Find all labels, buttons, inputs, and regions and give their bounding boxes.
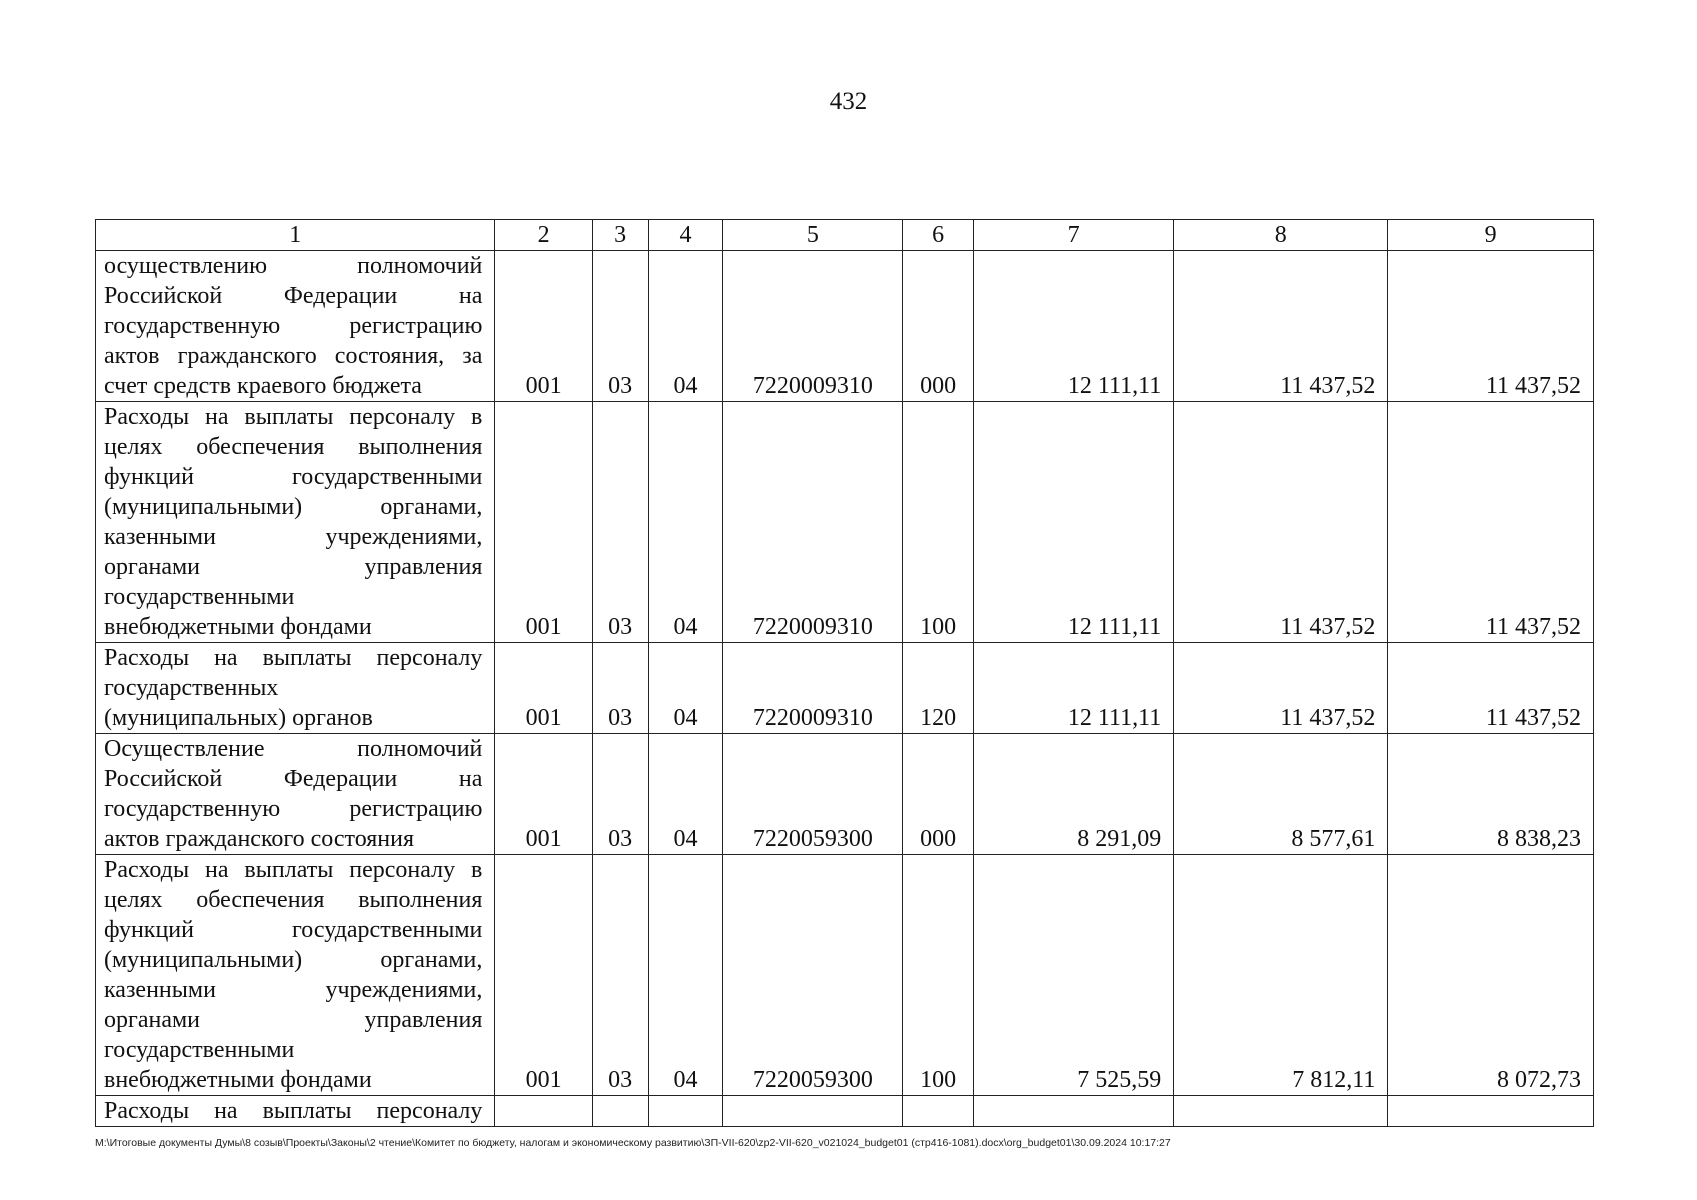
- expense-type-cell: [903, 1096, 974, 1127]
- description-line: казенными учреждениями,: [104, 524, 483, 550]
- amount-year-1-cell: 12 111,11: [973, 643, 1173, 734]
- description-line: Расходы на выплаты персоналу в: [104, 857, 483, 883]
- header-row: [96, 220, 1594, 251]
- row-description: [96, 734, 495, 855]
- expense-type-cell: 100: [903, 855, 974, 1096]
- admin-code-cell: 001: [495, 643, 592, 734]
- footer-file-path: М:\Итоговые документы Думы\8 созыв\Проекты\Законы\2 чтение\Комитет по бюджету, налогам и экономическому развитию\ЗП-VII-620\zp2-VII-620_v021024_budget01 (стр416-1081).docx\org_budget01\30.09.2024 10:17:27: [95, 1137, 1171, 1149]
- header-col-6: 6: [903, 220, 974, 251]
- header-col-4: 4: [648, 220, 723, 251]
- description-last-line: государственными внебюджетными фондами: [104, 584, 372, 640]
- admin-code-cell: 001: [495, 251, 592, 402]
- admin-code-cell: [495, 1096, 592, 1127]
- page-number: 432: [829, 88, 868, 115]
- target-article-cell: 7220009310: [723, 643, 903, 734]
- row-description: [96, 855, 495, 1096]
- description-line: Российской Федерации на: [104, 283, 483, 309]
- amount-year-2-cell: 7 812,11: [1174, 855, 1388, 1096]
- expense-type-cell: 120: [903, 643, 974, 734]
- header-col-7: 7: [973, 220, 1173, 251]
- table-row: [96, 402, 1594, 643]
- subsection-code-cell: 04: [648, 734, 723, 855]
- budget-table: [95, 219, 1594, 1127]
- amount-year-2-cell: 11 437,52: [1174, 251, 1388, 402]
- table-row: [96, 734, 1594, 855]
- description-line: целях обеспечения выполнения: [104, 887, 483, 913]
- section-code-cell: 03: [592, 855, 648, 1096]
- section-code-cell: 03: [592, 734, 648, 855]
- description-last-line: государственными внебюджетными фондами: [104, 1037, 372, 1093]
- description-line: Расходы на выплаты персоналу: [104, 1098, 483, 1124]
- description-line: Российской Федерации на: [104, 766, 483, 792]
- row-description: [96, 1096, 495, 1127]
- amount-year-3-cell: [1388, 1096, 1594, 1127]
- target-article-cell: 7220009310: [723, 402, 903, 643]
- section-code-cell: [592, 1096, 648, 1127]
- admin-code-cell: 001: [495, 855, 592, 1096]
- amount-year-2-cell: 11 437,52: [1174, 402, 1388, 643]
- amount-year-1-cell: 7 525,59: [973, 855, 1173, 1096]
- header-col-9: 9: [1388, 220, 1594, 251]
- amount-year-3-cell: 11 437,52: [1388, 251, 1594, 402]
- subsection-code-cell: 04: [648, 855, 723, 1096]
- description-line: государственную регистрацию: [104, 313, 483, 339]
- description-line: функций государственными: [104, 464, 483, 490]
- subsection-code-cell: 04: [648, 251, 723, 402]
- admin-code-cell: 001: [495, 402, 592, 643]
- description-line: государственную регистрацию: [104, 796, 483, 822]
- table-row: [96, 855, 1594, 1096]
- amount-year-1-cell: [973, 1096, 1173, 1127]
- expense-type-cell: 000: [903, 734, 974, 855]
- amount-year-1-cell: 12 111,11: [973, 251, 1173, 402]
- header-col-1: 1: [96, 220, 495, 251]
- target-article-cell: 7220059300: [723, 855, 903, 1096]
- description-line: органами управления: [104, 554, 483, 580]
- subsection-code-cell: 04: [648, 402, 723, 643]
- description-line: целях обеспечения выполнения: [104, 434, 483, 460]
- target-article-cell: [723, 1096, 903, 1127]
- description-last-line: счет средств краевого бюджета: [104, 373, 422, 399]
- section-code-cell: 03: [592, 251, 648, 402]
- row-description: [96, 643, 495, 734]
- subsection-code-cell: [648, 1096, 723, 1127]
- description-line: функций государственными: [104, 917, 483, 943]
- target-article-cell: 7220059300: [723, 734, 903, 855]
- header-col-2: 2: [495, 220, 592, 251]
- table-row: [96, 1096, 1594, 1127]
- expense-type-cell: 100: [903, 402, 974, 643]
- description-line: Осуществление полномочий: [104, 736, 483, 762]
- amount-year-3-cell: 11 437,52: [1388, 643, 1594, 734]
- description-line: органами управления: [104, 1007, 483, 1033]
- description-last-line: государственных (муниципальных) органов: [104, 675, 373, 731]
- description-line: казенными учреждениями,: [104, 977, 483, 1003]
- amount-year-1-cell: 12 111,11: [973, 402, 1173, 643]
- row-description: [96, 251, 495, 402]
- target-article-cell: 7220009310: [723, 251, 903, 402]
- section-code-cell: 03: [592, 643, 648, 734]
- section-code-cell: 03: [592, 402, 648, 643]
- amount-year-2-cell: [1174, 1096, 1388, 1127]
- description-line: (муниципальными) органами,: [104, 947, 483, 973]
- amount-year-3-cell: 11 437,52: [1388, 402, 1594, 643]
- amount-year-2-cell: 11 437,52: [1174, 643, 1388, 734]
- expense-type-cell: 000: [903, 251, 974, 402]
- description-line: осуществлению полномочий: [104, 253, 483, 279]
- table-row: [96, 251, 1594, 402]
- amount-year-3-cell: 8 838,23: [1388, 734, 1594, 855]
- amount-year-3-cell: 8 072,73: [1388, 855, 1594, 1096]
- description-last-line: актов гражданского состояния: [104, 826, 415, 852]
- header-col-5: 5: [723, 220, 903, 251]
- row-description: [96, 402, 495, 643]
- header-col-8: 8: [1174, 220, 1388, 251]
- amount-year-2-cell: 8 577,61: [1174, 734, 1388, 855]
- admin-code-cell: 001: [495, 734, 592, 855]
- header-col-3: 3: [592, 220, 648, 251]
- description-line: актов гражданского состояния, за: [104, 343, 483, 369]
- table-row: [96, 643, 1594, 734]
- amount-year-1-cell: 8 291,09: [973, 734, 1173, 855]
- description-line: (муниципальными) органами,: [104, 494, 483, 520]
- subsection-code-cell: 04: [648, 643, 723, 734]
- description-line: Расходы на выплаты персоналу в: [104, 404, 483, 430]
- description-line: Расходы на выплаты персоналу: [104, 645, 483, 671]
